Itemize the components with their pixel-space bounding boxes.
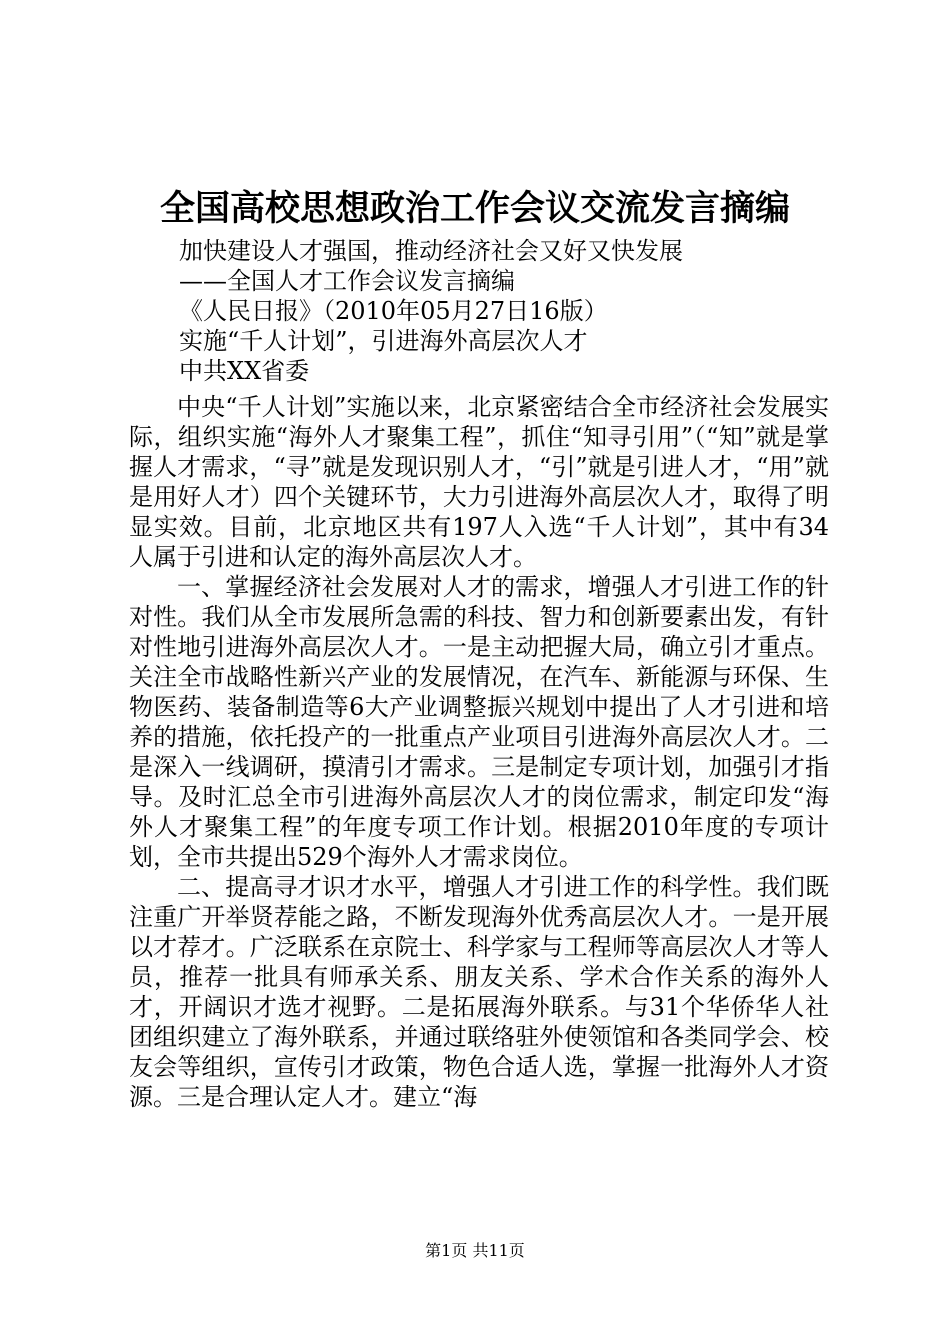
document-title: 全国高校思想政治工作会议交流发言摘编 <box>159 189 790 229</box>
meta-author: 中共XX省委 <box>179 357 310 385</box>
meta-source: 《人民日报》（2010年05月27日16版） <box>179 297 608 325</box>
body-paragraph: 二、提高寻才识才水平，增强人才引进工作的科学性。我们既注重广开举贤荐能之路，不断发现海外优秀高层次人才。一是开展以才荐才。广泛联系在京院士、科学家与工程师等高层次人才等人员，推荐一批具有师承关系、朋友关系、学术合作关系的海外人才，开阔识才选才视野。二是拓展海外联系。与31个华侨华人社团组织建立了海外联系，并通过联络驻外使领馆和各类同学会、校友会等组织，宣传引才政策，物色合适人选，掌握一批海外人才资源。三是合理认定人才。建立“海 <box>129 873 829 1111</box>
page-footer: 第1页 共11页 <box>425 1241 525 1260</box>
meta-section-title: 实施“千人计划”，引进海外高层次人才 <box>179 327 588 355</box>
document-body <box>129 392 829 1112</box>
meta-headline: 加快建设人才强国，推动经济社会又好又快发展 <box>179 237 683 265</box>
meta-subheadline: ——全国人才工作会议发言摘编 <box>179 267 515 295</box>
body-paragraph: 中央“千人计划”实施以来，北京紧密结合全市经济社会发展实际，组织实施“海外人才聚集工程”，抓住“知寻引用”（“知”就是掌握人才需求，“寻”就是发现识别人才，“引”就是引进人才，“用”就是用好人才）四个关键环节，大力引进海外高层次人才，取得了明显实效。目前，北京地区共有197人入选“千人计划”，其中有34人属于引进和认定的海外高层次人才。 <box>129 393 829 571</box>
body-paragraph: 一、掌握经济社会发展对人才的需求，增强人才引进工作的针对性。我们从全市发展所急需的科技、智力和创新要素出发，有针对性地引进海外高层次人才。一是主动把握大局，确立引才重点。关注全市战略性新兴产业的发展情况，在汽车、新能源与环保、生物医药、装备制造等6大产业调整振兴规划中提出了人才引进和培养的措施，依托投产的一批重点产业项目引进海外高层次人才。二是深入一线调研，摸清引才需求。三是制定专项计划，加强引才指导。及时汇总全市引进海外高层次人才的岗位需求，制定印发“海外人才聚集工程”的年度专项工作计划。根据2010年度的专项计划，全市共提出529个海外人才需求岗位。 <box>129 573 829 871</box>
document-meta <box>179 236 879 386</box>
